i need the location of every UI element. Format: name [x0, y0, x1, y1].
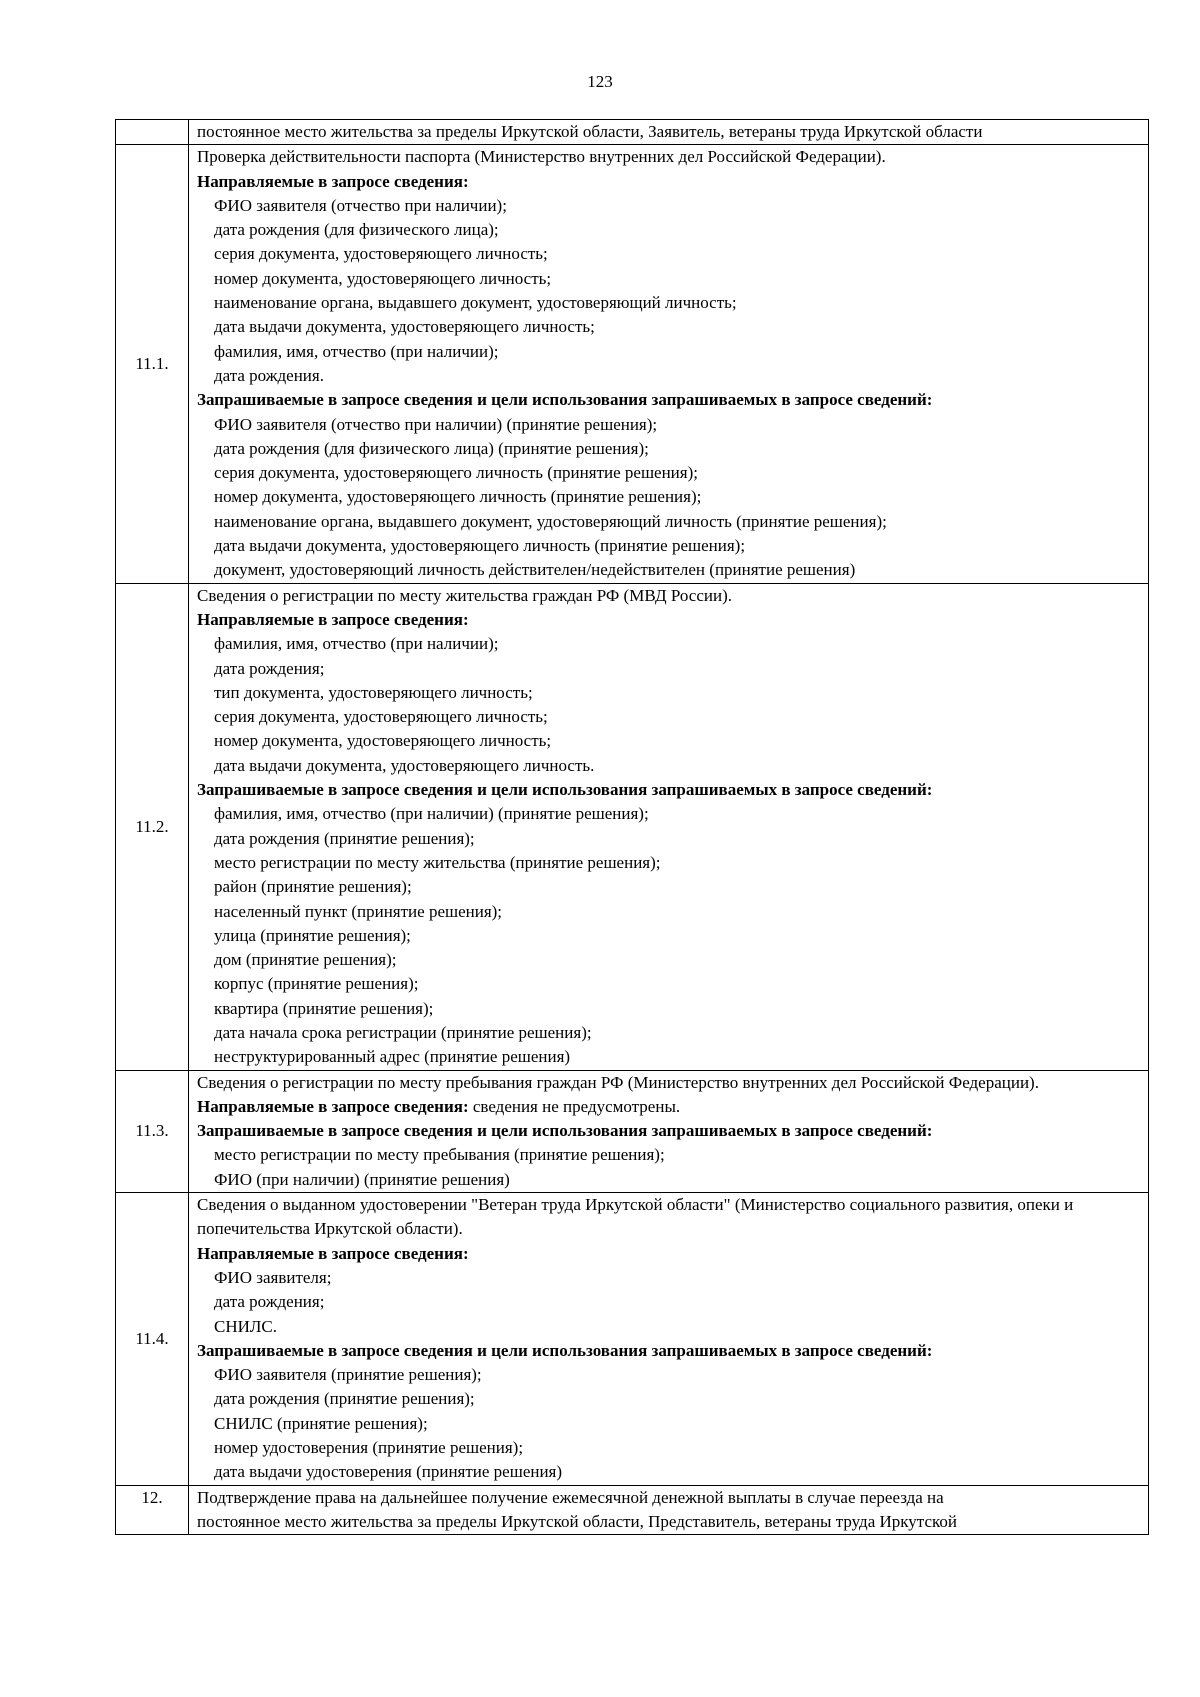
item-text: серия документа, удостоверяющего личность; [214, 707, 548, 727]
list-item [197, 1193, 1142, 1242]
section-heading [197, 1119, 1142, 1143]
list-item [197, 875, 1142, 899]
list-item [197, 1290, 1142, 1314]
list-item [197, 485, 1142, 509]
list-item [197, 1510, 1142, 1534]
item-text: ФИО (при наличии) (принятие решения) [214, 1169, 510, 1189]
item-text: Сведения о регистрации по месту жительства граждан РФ (МВД России). [197, 585, 733, 605]
item-text: Сведения о выданном удостоверении "Ветеран труда Иркутской области" (Министерство социального развития, опеки и попечительства Иркутской области). [197, 1195, 1074, 1239]
section-heading [197, 1339, 1142, 1363]
item-text: номер удостоверения (принятие решения); [214, 1438, 524, 1458]
section-heading [197, 1242, 1142, 1266]
item-text: тип документа, удостоверяющего личность; [214, 682, 533, 702]
list-item [197, 461, 1142, 485]
item-text: дом (принятие решения); [214, 950, 397, 970]
row-number: 11.2. [135, 816, 169, 836]
heading-suffix-text: сведения не предусмотрены. [468, 1096, 681, 1116]
heading-text: Запрашиваемые в запросе сведения и цели использования запрашиваемых в запросе сведений: [197, 780, 933, 800]
item-text: Сведения о регистрации по месту пребывания граждан РФ (Министерство внутренних дел Российской Федерации). [197, 1072, 1039, 1092]
item-text: дата рождения; [214, 658, 325, 678]
list-item [197, 1460, 1142, 1484]
item-text: дата рождения (для физического лица); [214, 220, 499, 240]
row-content-cell [189, 583, 1149, 1070]
row-number: 11.4. [135, 1328, 169, 1348]
list-item [197, 120, 1142, 144]
table-row [116, 583, 1149, 1070]
list-item [197, 364, 1142, 388]
item-text: постоянное место жительства за пределы Иркутской области, Заявитель, ветераны труда Иркутской области [197, 122, 983, 141]
row-number-cell [116, 1485, 189, 1535]
item-text: наименование органа, выдавшего документ, удостоверяющий личность; [214, 293, 737, 313]
item-text: неструктурированный адрес (принятие решения) [214, 1047, 571, 1067]
list-item [197, 900, 1142, 924]
list-item [197, 242, 1142, 266]
item-text: улица (принятие решения); [214, 925, 411, 945]
item-text: дата выдачи документа, удостоверяющего личность. [214, 755, 595, 775]
item-text: фамилия, имя, отчество (при наличии) (принятие решения); [214, 804, 649, 824]
row-number-cell [116, 1070, 189, 1192]
list-item [197, 194, 1142, 218]
list-item [197, 510, 1142, 534]
row-number: 11.1. [135, 353, 169, 373]
row-content-cell [189, 145, 1149, 583]
list-item [197, 1045, 1142, 1069]
item-text: место регистрации по месту жительства (принятие решения); [214, 852, 661, 872]
heading-text: Запрашиваемые в запросе сведения и цели использования запрашиваемых в запросе сведений: [197, 1121, 933, 1141]
item-text: дата выдачи документа, удостоверяющего личность (принятие решения); [214, 536, 746, 556]
list-item [197, 413, 1142, 437]
section-heading [197, 170, 1142, 194]
list-item [197, 1387, 1142, 1411]
table-row [116, 145, 1149, 583]
table-row [116, 1485, 1149, 1535]
list-item [197, 437, 1142, 461]
heading-text: Направляемые в запросе сведения: [197, 1243, 469, 1263]
heading-text: Запрашиваемые в запросе сведения и цели использования запрашиваемых в запросе сведений: [197, 390, 933, 410]
item-text: дата рождения (принятие решения); [214, 828, 475, 848]
item-text: ФИО заявителя; [214, 1267, 332, 1287]
heading-text: Направляемые в запросе сведения: [197, 1096, 469, 1116]
list-item [197, 1363, 1142, 1387]
item-text: район (принятие решения); [214, 877, 412, 897]
row-content-cell [189, 1070, 1149, 1192]
row-number-cell [116, 583, 189, 1070]
item-text: место регистрации по месту пребывания (принятие решения); [214, 1145, 665, 1165]
row-number-cell [116, 145, 189, 583]
heading-text: Запрашиваемые в запросе сведения и цели использования запрашиваемых в запросе сведений: [197, 1340, 933, 1360]
list-item [197, 754, 1142, 778]
list-item [197, 1412, 1142, 1436]
list-item [197, 632, 1142, 656]
item-text: населенный пункт (принятие решения); [214, 901, 503, 921]
item-text: СНИЛС. [214, 1316, 278, 1336]
item-text: ФИО заявителя (принятие решения); [214, 1365, 482, 1385]
list-item [197, 802, 1142, 826]
section-heading [197, 608, 1142, 632]
item-text: дата рождения (для физического лица) (принятие решения); [214, 438, 649, 458]
table-row [116, 1070, 1149, 1192]
item-text: номер документа, удостоверяющего личность (принятие решения); [214, 487, 702, 507]
heading-text: Направляемые в запросе сведения: [197, 171, 469, 191]
item-text: документ, удостоверяющий личность действителен/недействителен (принятие решения) [214, 560, 856, 580]
item-text: дата рождения. [214, 365, 324, 385]
item-text: ФИО заявителя (отчество при наличии) (принятие решения); [214, 414, 658, 434]
row-number: 12. [141, 1487, 163, 1507]
section-heading [197, 388, 1142, 412]
list-item [197, 705, 1142, 729]
list-item [197, 657, 1142, 681]
section-heading [197, 1095, 1142, 1119]
list-item [197, 145, 1142, 169]
item-text: фамилия, имя, отчество (при наличии); [214, 341, 499, 361]
item-text: номер документа, удостоверяющего личность; [214, 731, 552, 751]
list-item [197, 267, 1142, 291]
item-text: дата выдачи удостоверения (принятие решения) [214, 1462, 563, 1482]
item-text: дата рождения (принятие решения); [214, 1389, 475, 1409]
list-item [197, 291, 1142, 315]
item-text: номер документа, удостоверяющего личность; [214, 268, 552, 288]
item-text: дата рождения; [214, 1292, 325, 1312]
heading-text: Направляемые в запросе сведения: [197, 609, 469, 629]
item-text: Подтверждение права на дальнейшее получение ежемесячной денежной выплаты в случае переезда на [197, 1487, 944, 1507]
list-item [197, 1436, 1142, 1460]
list-item [197, 1143, 1142, 1167]
item-text: Проверка действительности паспорта (Министерство внутренних дел Российской Федерации). [197, 147, 886, 167]
item-text: ФИО заявителя (отчество при наличии); [214, 195, 507, 215]
list-item [197, 827, 1142, 851]
row-number-cell [116, 120, 189, 145]
item-text: квартира (принятие решения); [214, 998, 434, 1018]
list-item [197, 681, 1142, 705]
list-item [197, 729, 1142, 753]
table-row [116, 1193, 1149, 1486]
item-text: наименование органа, выдавшего документ, удостоверяющий личность (принятие решения); [214, 511, 887, 531]
item-text: дата начала срока регистрации (принятие решения); [214, 1022, 592, 1042]
list-item [197, 924, 1142, 948]
requests-table [115, 119, 1149, 1535]
list-item [197, 1315, 1142, 1339]
item-text: постоянное место жительства за пределы Иркутской области, Представитель, ветераны труда Иркутской [197, 1511, 957, 1531]
list-item [197, 1486, 1142, 1510]
list-item [197, 315, 1142, 339]
row-number: 11.3. [135, 1121, 169, 1141]
section-heading [197, 778, 1142, 802]
item-text: серия документа, удостоверяющего личность (принятие решения); [214, 463, 698, 483]
row-content-cell [189, 1193, 1149, 1486]
page-number: 123 [587, 72, 613, 91]
row-content-cell [189, 120, 1149, 145]
list-item [197, 1071, 1142, 1095]
item-text: корпус (принятие решения); [214, 974, 419, 994]
table-body [116, 120, 1149, 1535]
list-item [197, 340, 1142, 364]
list-item [197, 1021, 1142, 1045]
list-item [197, 851, 1142, 875]
list-item [197, 1168, 1142, 1192]
list-item [197, 972, 1142, 996]
item-text: серия документа, удостоверяющего личность; [214, 244, 548, 264]
item-text: дата выдачи документа, удостоверяющего личность; [214, 317, 595, 337]
list-item [197, 948, 1142, 972]
item-text: фамилия, имя, отчество (при наличии); [214, 634, 499, 654]
item-text: СНИЛС (принятие решения); [214, 1413, 428, 1433]
list-item [197, 1266, 1142, 1290]
row-number-cell [116, 1193, 189, 1486]
list-item [197, 558, 1142, 582]
table-row [116, 120, 1149, 145]
list-item [197, 584, 1142, 608]
list-item [197, 218, 1142, 242]
row-content-cell [189, 1485, 1149, 1535]
list-item [197, 534, 1142, 558]
list-item [197, 997, 1142, 1021]
